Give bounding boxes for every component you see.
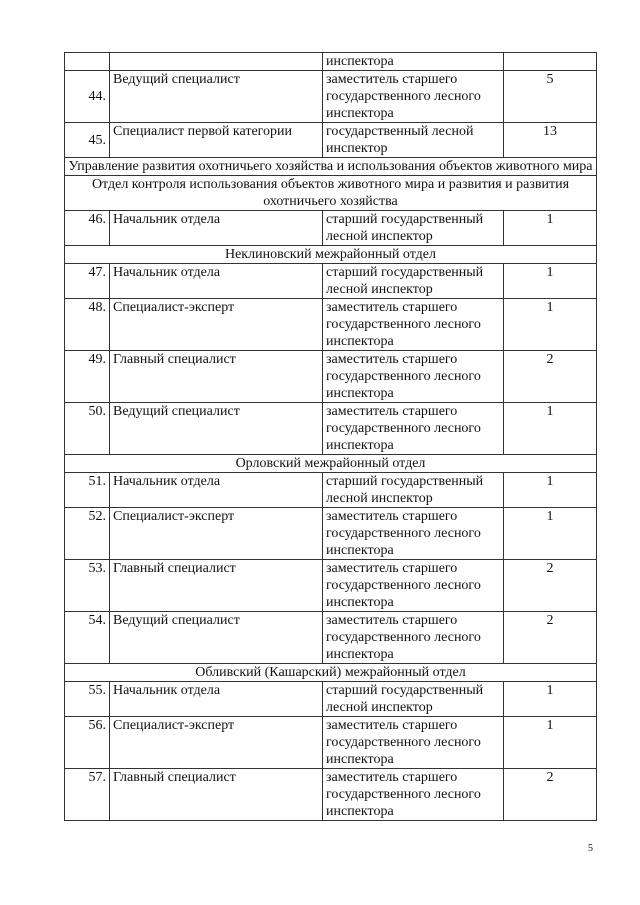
section-row: [65, 158, 597, 176]
table-row: [65, 403, 597, 455]
table-row: [65, 473, 597, 508]
table-row: [65, 71, 597, 123]
position-cell: Начальник отдела: [110, 264, 323, 299]
rank-cell: заместитель старшего государственного лесного инспектора: [323, 769, 504, 821]
rank-cell: государственный лесной инспектор: [323, 123, 504, 158]
quantity-cell: 1: [504, 473, 597, 508]
row-number: 45.: [65, 123, 110, 158]
table-row: [65, 53, 597, 71]
section-row: [65, 455, 597, 473]
staff-table: [64, 52, 597, 821]
row-number: 54.: [65, 612, 110, 664]
position-cell: Начальник отдела: [110, 473, 323, 508]
row-number: 57.: [65, 769, 110, 821]
row-number: 44.: [65, 71, 110, 123]
position-cell: Ведущий специалист: [110, 403, 323, 455]
rank-cell: заместитель старшего государственного лесного инспектора: [323, 508, 504, 560]
table-row: [65, 123, 597, 158]
rank-cell: старший государственный лесной инспектор: [323, 682, 504, 717]
section-heading: Орловский межрайонный отдел: [65, 455, 597, 473]
row-number: 46.: [65, 211, 110, 246]
quantity-cell: 1: [504, 299, 597, 351]
table-row: [65, 769, 597, 821]
row-number: 51.: [65, 473, 110, 508]
table-row: [65, 351, 597, 403]
quantity-cell: 2: [504, 769, 597, 821]
section-row: [65, 664, 597, 682]
row-number: [65, 53, 110, 71]
position-cell: [110, 53, 323, 71]
quantity-cell: 13: [504, 123, 597, 158]
rank-cell: старший государственный лесной инспектор: [323, 264, 504, 299]
rank-cell: заместитель старшего государственного лесного инспектора: [323, 403, 504, 455]
row-number: 50.: [65, 403, 110, 455]
position-cell: Специалист-эксперт: [110, 299, 323, 351]
section-row: [65, 176, 597, 211]
position-cell: Начальник отдела: [110, 682, 323, 717]
rank-cell: заместитель старшего государственного лесного инспектора: [323, 560, 504, 612]
row-number: 49.: [65, 351, 110, 403]
quantity-cell: 2: [504, 560, 597, 612]
table-row: [65, 264, 597, 299]
quantity-cell: 2: [504, 351, 597, 403]
quantity-cell: 1: [504, 508, 597, 560]
rank-cell: заместитель старшего государственного лесного инспектора: [323, 351, 504, 403]
quantity-cell: 5: [504, 71, 597, 123]
quantity-cell: 1: [504, 682, 597, 717]
rank-cell: старший государственный лесной инспектор: [323, 473, 504, 508]
page-number: 5: [588, 843, 593, 854]
table-row: [65, 682, 597, 717]
section-row: [65, 246, 597, 264]
position-cell: Главный специалист: [110, 769, 323, 821]
quantity-cell: 1: [504, 211, 597, 246]
quantity-cell: 1: [504, 403, 597, 455]
table-row: [65, 299, 597, 351]
position-cell: Специалист-эксперт: [110, 717, 323, 769]
rank-cell: заместитель старшего государственного лесного инспектора: [323, 71, 504, 123]
quantity-cell: 1: [504, 717, 597, 769]
position-cell: Главный специалист: [110, 560, 323, 612]
rank-cell: заместитель старшего государственного лесного инспектора: [323, 612, 504, 664]
position-cell: Ведущий специалист: [110, 612, 323, 664]
row-number: 56.: [65, 717, 110, 769]
table-row: [65, 612, 597, 664]
row-number: 47.: [65, 264, 110, 299]
row-number: 52.: [65, 508, 110, 560]
rank-cell: заместитель старшего государственного лесного инспектора: [323, 299, 504, 351]
position-cell: Специалист-эксперт: [110, 508, 323, 560]
position-cell: Главный специалист: [110, 351, 323, 403]
section-heading: Управление развития охотничьего хозяйства и использования объектов животного мира: [65, 158, 597, 176]
section-heading: Обливский (Кашарский) межрайонный отдел: [65, 664, 597, 682]
rank-cell: заместитель старшего государственного лесного инспектора: [323, 717, 504, 769]
quantity-cell: 2: [504, 612, 597, 664]
position-cell: Специалист первой категории: [110, 123, 323, 158]
row-number: 48.: [65, 299, 110, 351]
section-heading: Отдел контроля использования объектов животного мира и развития и развития охотничьего хозяйства: [65, 176, 597, 211]
table-row: [65, 717, 597, 769]
quantity-cell: [504, 53, 597, 71]
row-number: 55.: [65, 682, 110, 717]
quantity-cell: 1: [504, 264, 597, 299]
rank-cell: инспектора: [323, 53, 504, 71]
row-number: 53.: [65, 560, 110, 612]
position-cell: Начальник отдела: [110, 211, 323, 246]
section-heading: Неклиновский межрайонный отдел: [65, 246, 597, 264]
table-row: [65, 211, 597, 246]
rank-cell: старший государственный лесной инспектор: [323, 211, 504, 246]
position-cell: Ведущий специалист: [110, 71, 323, 123]
table-row: [65, 560, 597, 612]
table-row: [65, 508, 597, 560]
